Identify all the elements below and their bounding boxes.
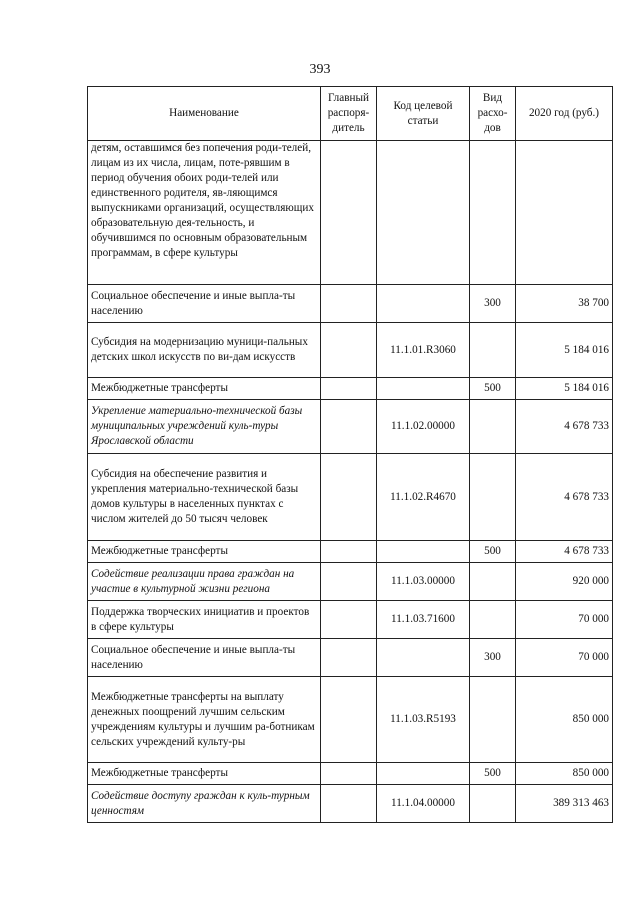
row-amount: 850 000 [516, 763, 613, 785]
table-row [88, 285, 613, 323]
row-kind [470, 601, 516, 639]
row-code [377, 541, 470, 563]
row-admin [321, 285, 377, 323]
row-code: 11.1.03.R5193 [377, 677, 470, 763]
row-code: 11.1.04.00000 [377, 785, 470, 823]
row-amount: 70 000 [516, 639, 613, 677]
header-name: Наименование [88, 87, 321, 141]
row-name: Межбюджетные трансферты [88, 763, 321, 785]
row-name: Укрепление материально-технической базы муниципальных учреждений куль-туры Ярославской области [88, 400, 321, 454]
row-code [377, 141, 470, 285]
table-row [88, 454, 613, 541]
row-name: Содействие реализации права граждан на участие в культурной жизни региона [88, 563, 321, 601]
row-name: Субсидия на обеспечение развития и укрепления материально-технической базы домов культуры в населенных пунктах с числом жителей до 50 тысяч человек [88, 454, 321, 541]
row-code: 11.1.02.R4670 [377, 454, 470, 541]
row-code [377, 763, 470, 785]
table-row [88, 785, 613, 823]
row-code: 11.1.03.00000 [377, 563, 470, 601]
row-kind: 300 [470, 285, 516, 323]
row-amount [516, 141, 613, 285]
header-amount: 2020 год (руб.) [516, 87, 613, 141]
row-kind [470, 400, 516, 454]
row-name: Социальное обеспечение и иные выпла-ты населению [88, 639, 321, 677]
row-admin [321, 639, 377, 677]
row-admin [321, 400, 377, 454]
row-kind: 500 [470, 378, 516, 400]
row-code [377, 285, 470, 323]
row-kind: 300 [470, 639, 516, 677]
row-admin [321, 563, 377, 601]
table-row [88, 601, 613, 639]
row-admin [321, 541, 377, 563]
row-admin [321, 601, 377, 639]
page-number: 393 [309, 62, 331, 77]
row-amount: 4 678 733 [516, 400, 613, 454]
row-admin [321, 454, 377, 541]
row-name: Социальное обеспечение и иные выпла-ты населению [88, 285, 321, 323]
row-admin [321, 323, 377, 378]
table-row [88, 400, 613, 454]
row-admin [321, 763, 377, 785]
row-kind: 500 [470, 541, 516, 563]
row-admin [321, 141, 377, 285]
row-amount: 389 313 463 [516, 785, 613, 823]
row-code [377, 639, 470, 677]
row-admin [321, 785, 377, 823]
row-kind [470, 677, 516, 763]
row-amount: 850 000 [516, 677, 613, 763]
row-kind [470, 141, 516, 285]
table-row [88, 677, 613, 763]
header-code: Код целевой статьи [377, 87, 470, 141]
row-amount: 38 700 [516, 285, 613, 323]
row-code: 11.1.01.R3060 [377, 323, 470, 378]
row-amount: 5 184 016 [516, 323, 613, 378]
row-kind: 500 [470, 763, 516, 785]
row-name: Содействие доступу граждан к куль-турным ценностям [88, 785, 321, 823]
row-amount: 4 678 733 [516, 541, 613, 563]
budget-table [87, 86, 613, 823]
table-row [88, 141, 613, 285]
row-name: Субсидия на модернизацию муници-пальных детских школ искусств по ви-дам искусств [88, 323, 321, 378]
row-name: Межбюджетные трансферты на выплату денежных поощрений лучшим сельским учреждениям культуры и лучшим ра-ботникам сельских учреждений культу-ры [88, 677, 321, 763]
row-name: Межбюджетные трансферты [88, 541, 321, 563]
row-code [377, 378, 470, 400]
table-row [88, 541, 613, 563]
row-admin [321, 378, 377, 400]
header-kind: Вид расхо-дов [470, 87, 516, 141]
row-kind [470, 323, 516, 378]
row-kind [470, 563, 516, 601]
table-row [88, 323, 613, 378]
table-row [88, 763, 613, 785]
row-amount: 920 000 [516, 563, 613, 601]
row-amount: 5 184 016 [516, 378, 613, 400]
header-admin: Главный распоря-дитель [321, 87, 377, 141]
row-admin [321, 677, 377, 763]
row-code: 11.1.02.00000 [377, 400, 470, 454]
header-row [88, 87, 613, 141]
table-row [88, 639, 613, 677]
row-kind [470, 785, 516, 823]
row-name: детям, оставшимся без попечения роди-телей, лицам из их числа, лицам, поте-рявшим в период обучения обоих роди-телей или единственного родителя, яв-ляющимся выпускниками организаций, осуществляющих образовательную дея-тельность, и обучившимся по основным образовательным программам, в сфере культуры [88, 141, 321, 285]
table-row [88, 563, 613, 601]
row-amount: 4 678 733 [516, 454, 613, 541]
row-code: 11.1.03.71600 [377, 601, 470, 639]
row-name: Поддержка творческих инициатив и проектов в сфере культуры [88, 601, 321, 639]
row-name: Межбюджетные трансферты [88, 378, 321, 400]
table-row [88, 378, 613, 400]
row-kind [470, 454, 516, 541]
row-amount: 70 000 [516, 601, 613, 639]
